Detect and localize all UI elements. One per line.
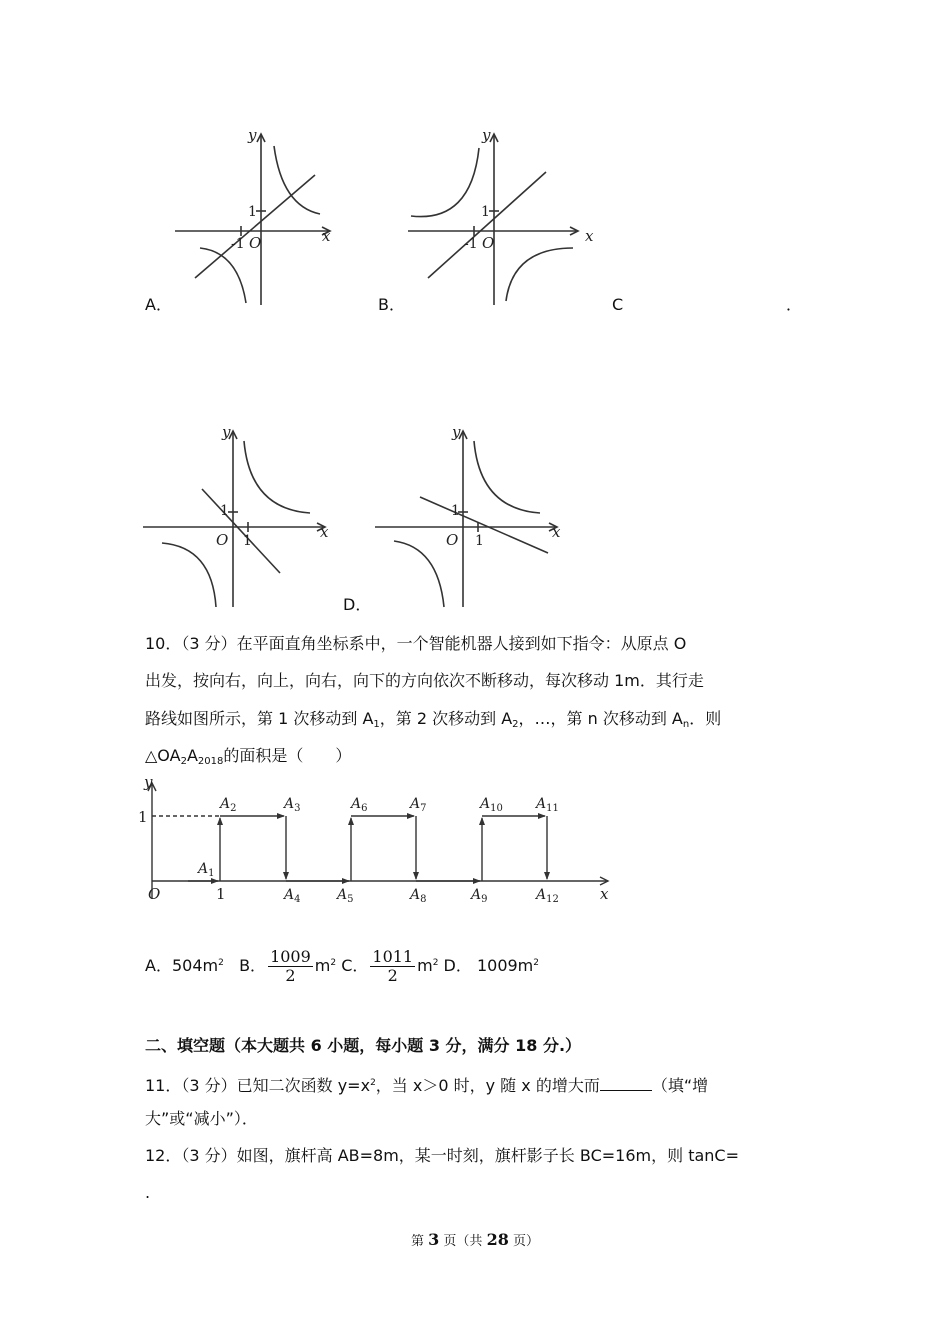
tick-1: 1	[220, 503, 229, 519]
tick-x-1: 1	[475, 533, 484, 549]
q10-options: A．$504m^2$ B． $\frac{1009}{2}$ $m^2$ C． $\frac{1011}{2}$ $m^2$ D． $1009m^2$	[145, 947, 539, 985]
point-label-a2: $A_2$	[220, 796, 237, 814]
y-axis-label: y	[248, 128, 257, 144]
option-a-value: 504m	[171, 956, 219, 975]
option-b-label: B．	[239, 956, 267, 975]
point-label-a12: $A_{12}$	[536, 887, 559, 905]
robot-path-figure	[138, 775, 618, 905]
point-label-a10: $A_{10}$	[480, 796, 503, 814]
option-c-dot: ．	[786, 295, 803, 314]
origin-label: O	[482, 234, 495, 252]
total-pages: 28	[486, 1230, 509, 1249]
x-axis-label: x	[322, 227, 331, 245]
point-label-a1: $A_1$	[198, 861, 215, 879]
x-axis-label: x	[320, 523, 329, 541]
origin-label: O	[446, 531, 459, 549]
page-number: 3	[428, 1230, 440, 1249]
graph-c	[140, 425, 340, 610]
point-label-a3: $A_3$	[284, 796, 301, 814]
option-d-label: D．	[343, 595, 372, 614]
q10-line-3: 路线如图所示，第 1 次移动到 $A_1$，第 2 次移动到 $A_2$，…，第 n 次移动到 $A_n$．则	[145, 709, 722, 730]
tick-1: 1	[451, 503, 460, 519]
point-label-a8: $A_8$	[410, 887, 427, 905]
tick-1: 1	[248, 204, 257, 220]
point-label-a7: $A_7$	[410, 796, 427, 814]
q10-line-1: 10．（3 分）在平面直角坐标系中，一个智能机器人接到如下指令：从原点 O	[145, 634, 687, 653]
origin-label: O	[249, 234, 262, 252]
option-b-fraction: $\frac{1009}{2}$	[270, 947, 311, 985]
point-label-a5: $A_5$	[337, 887, 354, 905]
option-b-label: B．	[378, 295, 405, 314]
point-label-a6: $A_6$	[351, 796, 368, 814]
q10-line-2: 出发，按向右，向上，向右，向下的方向依次不断移动，每次移动 1m．其行走	[145, 671, 704, 690]
answer-blank	[600, 1076, 652, 1091]
page-footer: 第 3 页（共 28 页）	[411, 1230, 539, 1249]
x-axis-label: x	[600, 885, 609, 903]
tick-neg1: -1	[464, 236, 478, 252]
graph-a	[170, 128, 340, 308]
q10-line-4: $\triangle OA_2A_{2018}$的面积是（ ）	[145, 746, 352, 767]
tick-neg1: -1	[231, 236, 245, 252]
tick-1: 1	[481, 204, 490, 220]
point-label-a4: $A_4$	[284, 887, 301, 905]
q12-line-2: .	[145, 1183, 151, 1202]
y-axis-label: y	[222, 425, 231, 441]
graph-b	[403, 128, 603, 308]
tick-x-1: 1	[216, 885, 226, 903]
option-d-value: 1009m	[476, 956, 534, 975]
option-c-label: C．	[341, 956, 369, 975]
option-a-label: A．	[145, 295, 172, 314]
option-c-unit: m	[417, 956, 433, 975]
x-axis-label: x	[585, 227, 594, 245]
y-axis-label: y	[144, 775, 153, 791]
option-b-unit: m	[314, 956, 331, 975]
q11-line-1: 11．（3 分）已知二次函数 $y=x^2$，当 x＞0 时，y 随 x 的增大而 （填“增	[145, 1076, 709, 1095]
option-c-fraction: $\frac{1011}{2}$	[372, 947, 414, 985]
y-axis-label: y	[452, 425, 461, 441]
option-a-label: A．	[145, 956, 172, 975]
tick-y-1: 1	[138, 808, 148, 826]
origin-label: O	[216, 531, 229, 549]
tick-x-1: 1	[243, 533, 252, 549]
section-heading: 二、填空题（本大题共 6 小题，每小题 3 分，满分 18 分.）	[145, 1036, 582, 1055]
option-c-label: C	[612, 295, 624, 314]
point-label-a11: $A_{11}$	[536, 796, 559, 814]
graph-d	[372, 425, 572, 610]
y-axis-label: y	[482, 128, 491, 144]
x-axis-label: x	[552, 523, 561, 541]
origin-label: O	[148, 885, 161, 903]
point-label-a9: $A_9$	[471, 887, 488, 905]
option-d-label: D．	[443, 956, 472, 975]
q12-line-1: 12．（3 分）如图，旗杆高 AB=8m，某一时刻，旗杆影子长 BC=16m，则 tanC=	[145, 1146, 739, 1165]
q11-line-2: 大”或“减小”）．	[145, 1109, 258, 1128]
